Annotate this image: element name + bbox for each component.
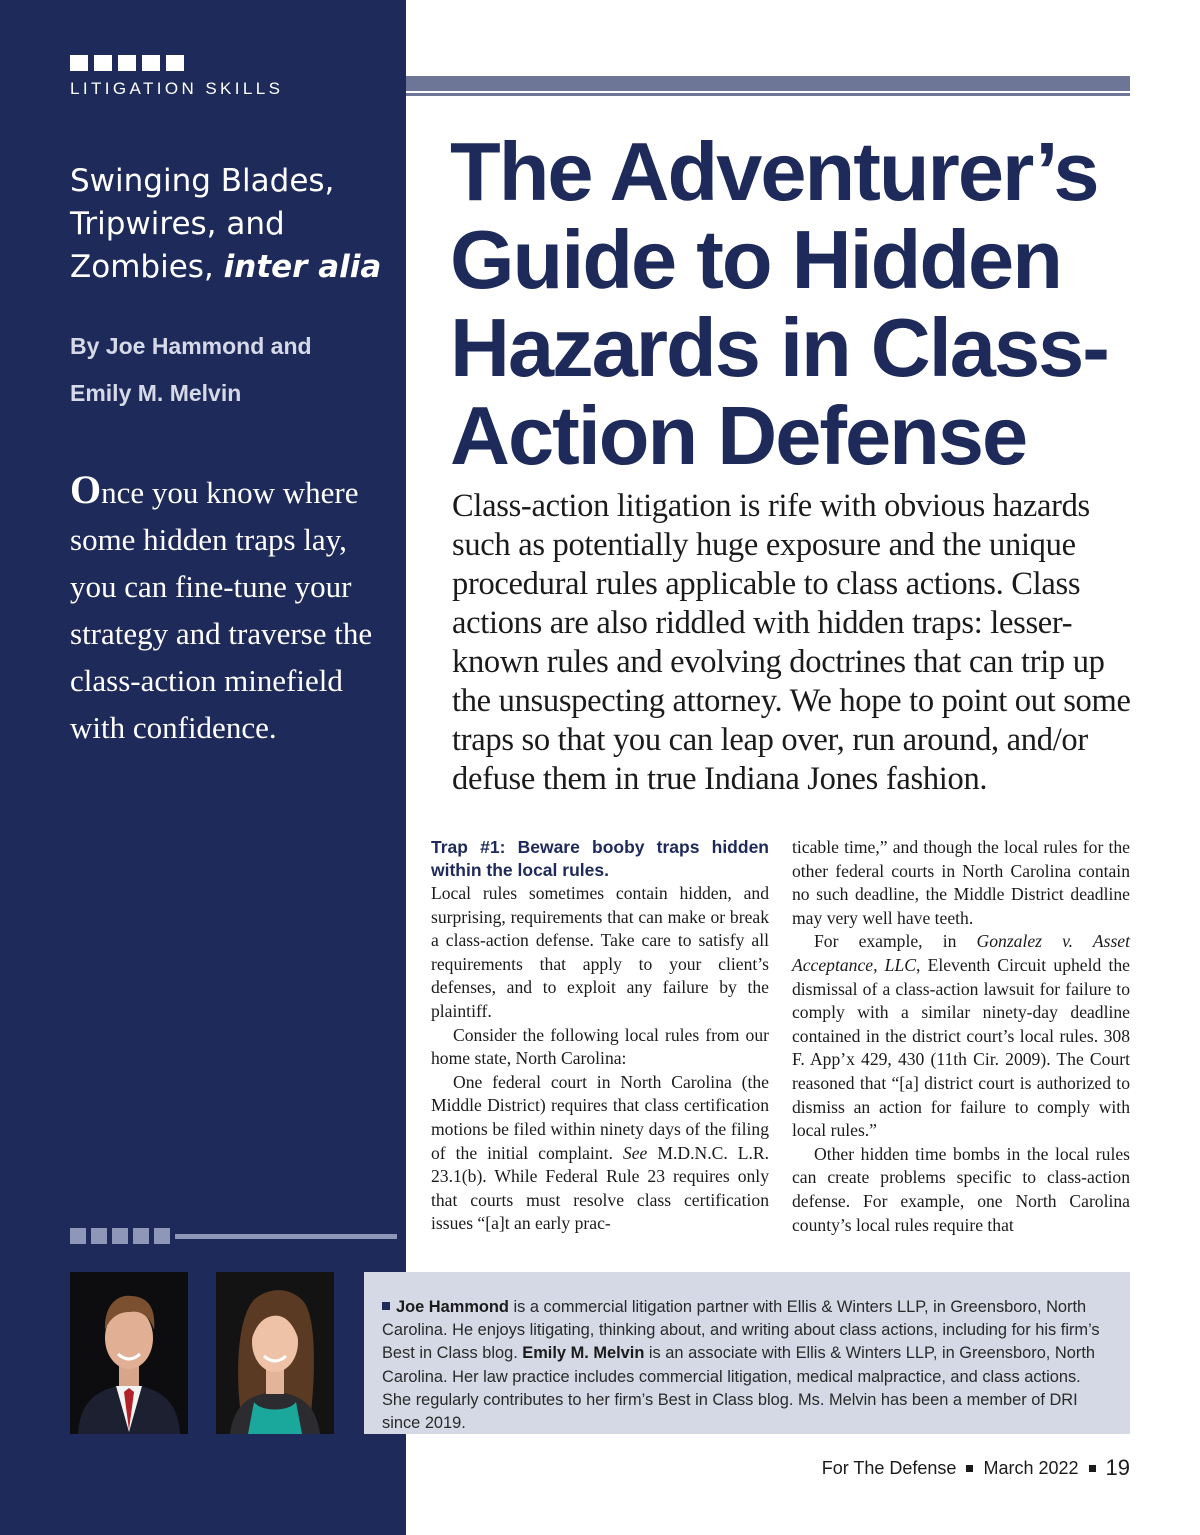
article-title: The Adventurer’s Guide to Hidden Hazards in Class-Action Defense: [450, 125, 1108, 482]
divider-squares-icon: [70, 1228, 397, 1244]
paragraph-text: One federal court in North Carolina (the Middle District) requires that class certification motions be filed within ninety days of the filing of the initial complaint.: [431, 1071, 769, 1163]
pull-quote: [70, 466, 380, 751]
signal-see: See: [622, 1142, 648, 1163]
paragraph: Local rules sometimes contain hidden, and surprising, requirements that can make or break a class-action defense. Take care to satisfy all requirements that apply to your client’s defenses, and to exploit any failure by the plaintiff.: [431, 883, 769, 1021]
header-rule: [406, 76, 1130, 96]
paragraph: [431, 1071, 769, 1236]
pull-quote-dropcap: O: [70, 467, 102, 512]
trap-1-heading: Trap #1: Beware booby traps hidden within the local rules.: [431, 837, 769, 880]
footer-separator-icon: [966, 1465, 973, 1472]
byline-line-1: By Joe Hammond and: [70, 333, 312, 359]
byline: [70, 323, 390, 417]
subtitle-text: Swinging Blades, Tripwires, and Zombies,: [70, 163, 335, 285]
body-column-1: [431, 836, 769, 1236]
bio-text-2: is an associate with Ellis & Winters LLP, in Greensboro, North Carolina. Her law practice includes commercial litigation, medical malpractice, and class actions. She regularly contributes to her firm’s Best in Class blog. Ms. Melvin has been a member of DRI since 2019.: [382, 1344, 1095, 1433]
article-subtitle: [70, 160, 390, 289]
bullet-icon: [382, 1302, 390, 1310]
section-squares-icon: [70, 55, 184, 71]
paragraph-text: For example, in: [814, 931, 977, 952]
paragraph: ticable time,” and though the local rules for the other federal courts in North Carolina contain no such deadline, the Middle District deadline may very well have teeth.: [792, 837, 1130, 928]
byline-line-2: Emily M. Melvin: [70, 380, 242, 406]
footer-separator-icon: [1089, 1465, 1096, 1472]
bio-name-2: Emily M. Melvin: [522, 1344, 645, 1363]
bio-text-1: is a commercial litigation partner with Ellis & Winters LLP, in Greensboro, North Carolina. He enjoys litigating, thinking about, and writing about class actions, including for his firm’s Best in Class blog.: [382, 1298, 1100, 1363]
section-label: LITIGATION SKILLS: [70, 79, 284, 98]
paragraph-text: M.D.N.C. L.R. 23.1(b). While Federal Rule 23 requires only that courts must resolve class certification issues “[a]t an early prac-: [431, 1142, 769, 1234]
footer-publication: For The Defense: [821, 1457, 957, 1478]
author-photo-emily-melvin: [216, 1272, 334, 1434]
case-citation: Gonzalez v. Asset Acceptance, LLC: [792, 931, 1130, 975]
pull-quote-text: nce you know where some hidden traps lay, you can fine-tune your strategy and traverse the class-action minefield with confidence.: [70, 475, 373, 745]
article-intro: Class-action litigation is rife with obvious hazards such as potentially huge exposure and the unique procedural rules applicable to class actions. Class actions are also riddled with hidden traps: lesser-known rules and evolving doctrines that can trip up the unsuspecting attorney. We hope to point out some traps so that you can leap over, run around, and/or defuse them in true Indiana Jones fashion.: [452, 488, 1131, 797]
sidebar: [0, 0, 406, 1535]
page-number: 19: [1105, 1455, 1130, 1480]
paragraph: Other hidden time bombs in the local rules can create problems specific to class-action defense. For example, one North Carolina county’s local rules require that: [792, 1143, 1130, 1235]
author-photo-joe-hammond: [70, 1272, 188, 1434]
paragraph: Consider the following local rules from our home state, North Carolina:: [431, 1024, 769, 1069]
paragraph-text: , Eleventh Circuit upheld the dismissal of a class-action lawsuit for failure to comply with a similar ninety-day deadline contained in the district court’s local rules. 308 F. App’x 429, 430 (11th Cir. 2009). The Court reasoned that “[a] district court is authorized to dismiss an action for failure to comply with local rules.”: [792, 954, 1130, 1141]
body-column-2: [792, 836, 1130, 1237]
page-footer: [822, 1455, 1130, 1481]
bio-name-1: Joe Hammond: [396, 1298, 509, 1316]
footer-date: March 2022: [983, 1457, 1079, 1478]
paragraph: [792, 930, 1130, 1142]
author-bio: [382, 1296, 1110, 1435]
subtitle-italic: inter alia: [223, 249, 382, 285]
